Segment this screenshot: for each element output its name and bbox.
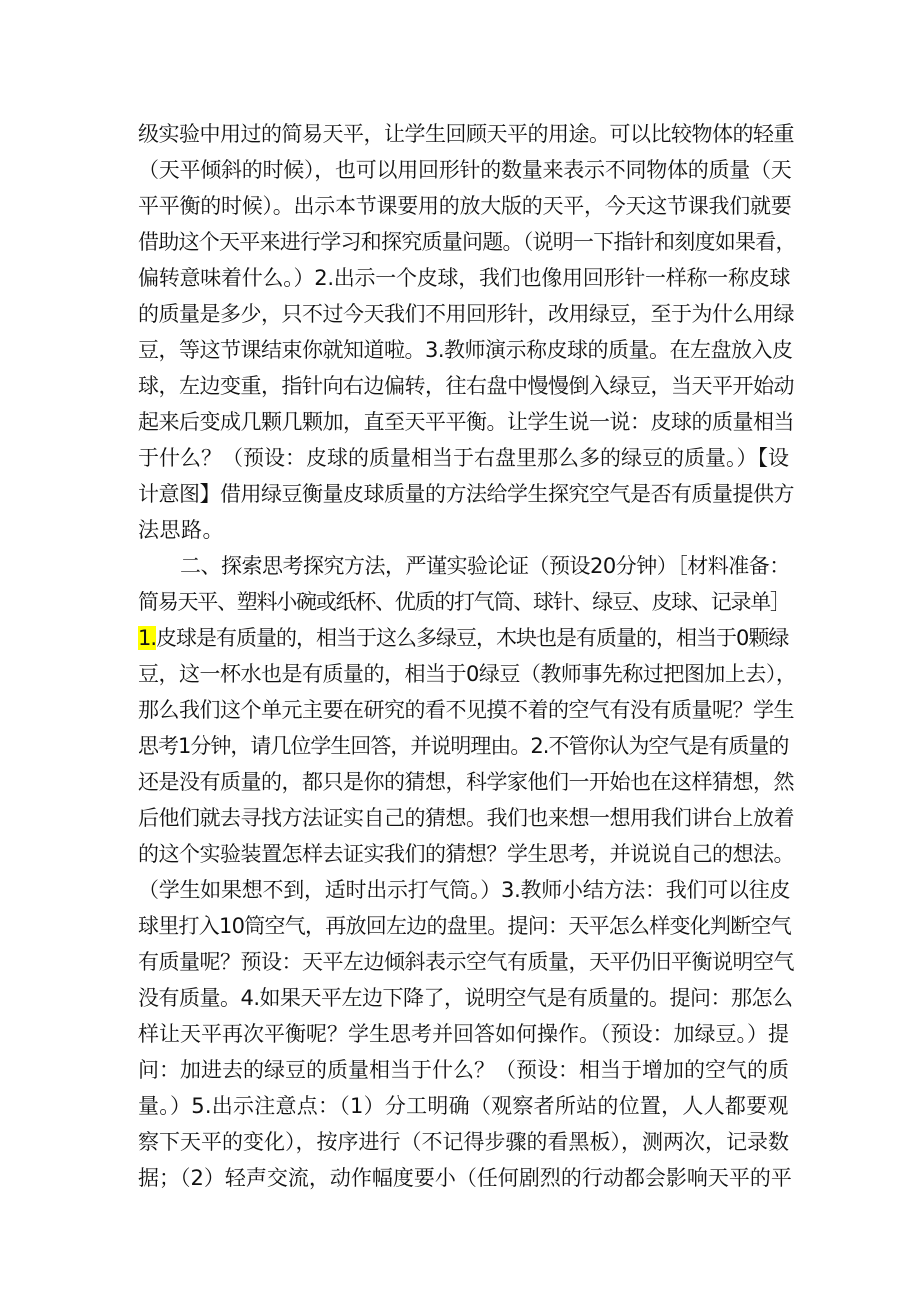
paragraph-lesson-intro [138, 116, 796, 548]
text-line: 问：加进去的绿豆的质量相当于什么？（预设：相当于增加的空气的质 [138, 1058, 789, 1082]
text-line: 球，左边变重，指针向右边偏转，往右盘中慢慢倒入绿豆，当天平开始动 [138, 374, 794, 398]
paragraph-section-heading [138, 548, 796, 620]
text-line: 后他们就去寻找方法证实自己的猜想。我们也来想一想用我们讲台上放着 [138, 806, 794, 830]
text-line: 据；（2）轻声交流，动作幅度要小（任何剧烈的行动都会影响天平的平 [138, 1166, 792, 1190]
text-line: 豆，等这节课结束你就知道啦。3.教师演示称皮球的质量。在左盘放入皮 [138, 338, 793, 362]
text-line: （天平倾斜的时候），也可以用回形针的数量来表示不同物体的质量（天 [138, 158, 792, 182]
section-heading-line: 二、探索思考探究方法，严谨实验论证（预设20分钟）［材料准备： [180, 554, 790, 578]
text-line: 平平衡的时候）。出示本节课要用的放大版的天平，今天这节课我们就要 [138, 194, 792, 218]
text-line: 有质量呢？预设：天平左边倾斜表示空气有质量，天平仍旧平衡说明空气 [138, 950, 794, 974]
text-line: 察下天平的变化），按序进行（不记得步骤的看黑板），测两次，记录数 [138, 1130, 789, 1154]
text-line: 豆，这一杯水也是有质量的，相当于0绿豆（教师事先称过把图加上去）， [138, 662, 797, 686]
text-line: 还是没有质量的，都只是你的猜想，科学家他们一开始也在这样猜想，然 [138, 770, 794, 794]
text-line: 的质量是多少，只不过今天我们不用回形针，改用绿豆，至于为什么用绿 [138, 302, 794, 326]
text-line: 偏转意味着什么。）2.出示一个皮球，我们也像用回形针一样称一称皮球 [138, 266, 791, 290]
text-line: 那么我们这个单元主要在研究的看不见摸不着的空气有没有质量呢？学生 [138, 698, 794, 722]
text-line: 计意图】借用绿豆衡量皮球质量的方法给学生探究空气是否有质量提供方 [138, 482, 794, 506]
text-line: 思考1分钟，请几位学生回答，并说明理由。2.不管你认为空气是有质量的 [138, 734, 789, 758]
text-line: （学生如果想不到，适时出示打气筒。）3.教师小结方法：我们可以往皮 [138, 878, 791, 902]
text-line: 级实验中用过的简易天平，让学生回顾天平的用途。可以比较物体的轻重 [138, 122, 794, 146]
text-line: 没有质量。4.如果天平左边下降了，说明空气是有质量的。提问：那怎么 [138, 986, 793, 1010]
paragraph-exploration-steps [138, 620, 796, 1196]
text-line: 起来后变成几颗几颗加，直至天平平衡。让学生说一说：皮球的质量相当 [138, 410, 794, 434]
text-line: 球里打入10筒空气，再放回左边的盘里。提问：天平怎么样变化判断空气 [138, 914, 791, 938]
text-line: 的这个实验装置怎样去证实我们的猜想？学生思考，并说说自己的想法。 [138, 842, 794, 866]
text-line: 量。）5.出示注意点：（1）分工明确（观察者所站的位置，人人都要观 [138, 1094, 789, 1118]
text-line: 于什么？（预设：皮球的质量相当于右盘里那么多的绿豆的质量。）【设 [138, 446, 789, 470]
text-line [138, 620, 796, 656]
text-line: 借助这个天平来进行学习和探究质量问题。（说明一下指针和刻度如果看， [138, 230, 796, 254]
materials-line: 简易天平、塑料小碗或纸杯、优质的打气筒、球针、绿豆、皮球、记录单］ [138, 590, 790, 614]
text-line-rest: 皮球是有质量的，相当于这么多绿豆，木块也是有质量的，相当于0颗绿 [156, 626, 789, 650]
text-line: 样让天平再次平衡呢？学生思考并回答如何操作。（预设：加绿豆。）提 [138, 1022, 789, 1046]
text-line: 法思路。 [138, 518, 224, 542]
highlighted-step-number: 1. [138, 626, 157, 650]
